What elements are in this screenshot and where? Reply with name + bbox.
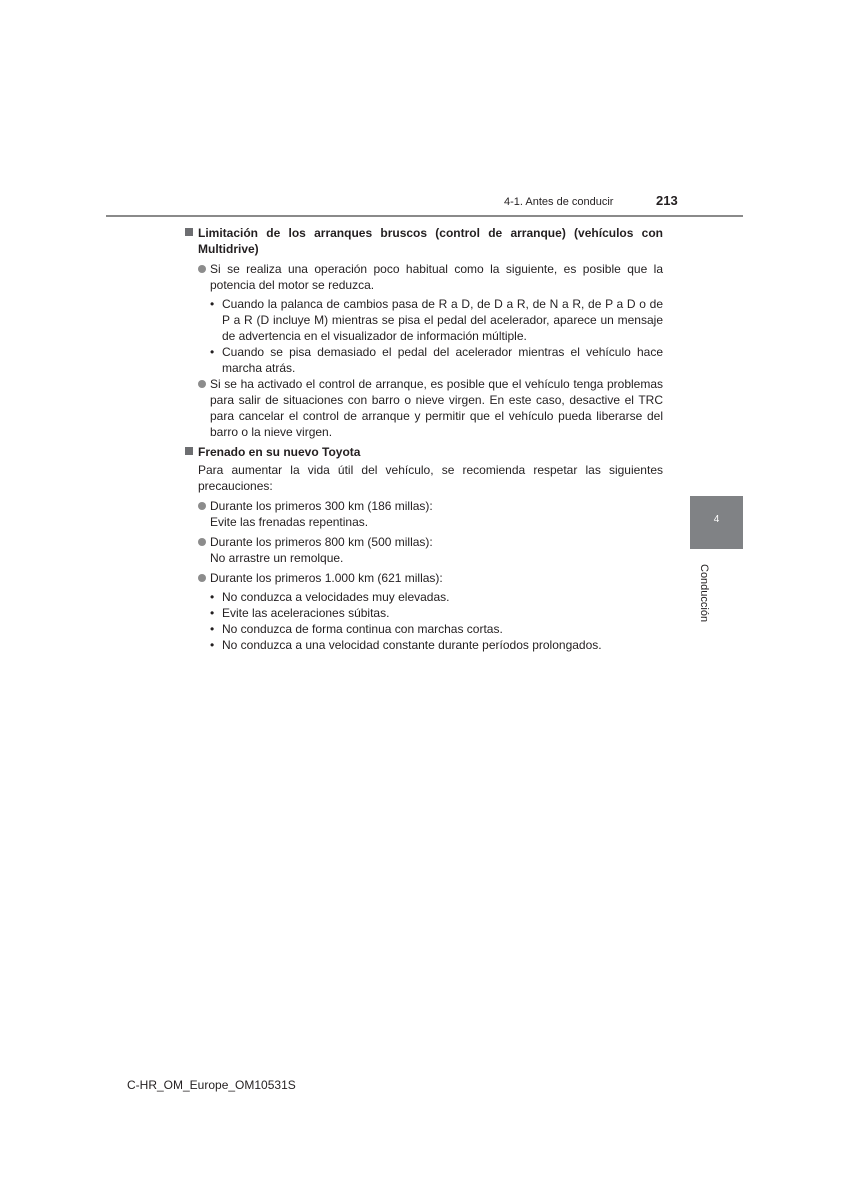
- list-item-label: Durante los primeros 300 km (186 millas):: [210, 499, 433, 513]
- sub-list-item-text: No conduzca a una velocidad constante durante períodos prolongados.: [222, 638, 602, 652]
- square-bullet-icon: [185, 447, 193, 455]
- sub-list-item: [185, 589, 663, 605]
- list-item-detail: Evite las frenadas repentinas.: [210, 515, 369, 529]
- page-number: 213: [656, 193, 678, 208]
- dot-bullet-icon: •: [210, 606, 215, 620]
- circle-bullet-icon: [198, 538, 206, 546]
- list-item: [185, 498, 663, 530]
- list-item-text: Si se realiza una operación poco habitual como la siguiente, es posible que la potencia del motor se reduzca.: [210, 262, 663, 292]
- circle-bullet-icon: [198, 380, 206, 388]
- sub-list-item-text: No conduzca a velocidades muy elevadas.: [222, 590, 450, 604]
- sub-list-item-text: Cuando se pisa demasiado el pedal del acelerador mientras el vehículo hace marcha atrás.: [222, 345, 663, 375]
- sub-list-item-text: Evite las aceleraciones súbitas.: [222, 606, 390, 620]
- list-item: [185, 534, 663, 566]
- dot-bullet-icon: •: [210, 297, 215, 311]
- list-item: [185, 570, 663, 586]
- list-item-label: Durante los primeros 800 km (500 millas):: [210, 535, 433, 549]
- circle-bullet-icon: [198, 502, 206, 510]
- sub-list-item-text: Cuando la palanca de cambios pasa de R a D, de D a R, de N a R, de P a D o de P a R (D incluye M) mientras se pisa el pedal del acelerador, aparece un mensaje de advertencia en el visualizador de información múltiple.: [222, 297, 663, 343]
- page-content: [185, 225, 663, 653]
- sub-list-item: [185, 605, 663, 621]
- chapter-number: 4: [713, 514, 720, 525]
- dot-bullet-icon: •: [210, 590, 215, 604]
- circle-bullet-icon: [198, 265, 206, 273]
- sub-list-item: [185, 637, 663, 653]
- sub-list-item: [185, 621, 663, 637]
- section-heading: [185, 444, 663, 460]
- chapter-label: Conducción: [698, 564, 710, 623]
- dot-bullet-icon: •: [210, 638, 215, 652]
- dot-bullet-icon: •: [210, 622, 215, 636]
- list-item-detail: No arrastre un remolque.: [210, 551, 344, 565]
- header-divider: [106, 215, 743, 217]
- header-section-title: 4-1. Antes de conducir: [504, 196, 614, 208]
- list-item: [185, 261, 663, 293]
- list-item: [185, 376, 663, 440]
- sub-list-item: [185, 296, 663, 344]
- list-item-label: Durante los primeros 1.000 km (621 millas):: [210, 571, 443, 585]
- list-item-text: Si se ha activado el control de arranque, es posible que el vehículo tenga problemas para salir de situaciones con barro o nieve virgen. En este caso, desactive el TRC para cancelar el control de arranque y permitir que el vehículo pueda liberarse del barro o la nieve virgen.: [210, 377, 663, 439]
- sub-list-item-text: No conduzca de forma continua con marchas cortas.: [222, 622, 503, 636]
- chapter-tab: [690, 496, 743, 549]
- sub-list-item: [185, 344, 663, 376]
- square-bullet-icon: [185, 228, 193, 236]
- section-heading: [185, 225, 663, 257]
- dot-bullet-icon: •: [210, 345, 215, 359]
- circle-bullet-icon: [198, 574, 206, 582]
- document-code: C-HR_OM_Europe_OM10531S: [127, 1078, 296, 1092]
- section-title: Limitación de los arranques bruscos (control de arranque) (vehículos con Multidrive): [198, 226, 663, 256]
- section-title: Frenado en su nuevo Toyota: [198, 445, 361, 459]
- section-intro: Para aumentar la vida útil del vehículo, se recomienda respetar las siguientes precauciones:: [198, 463, 663, 493]
